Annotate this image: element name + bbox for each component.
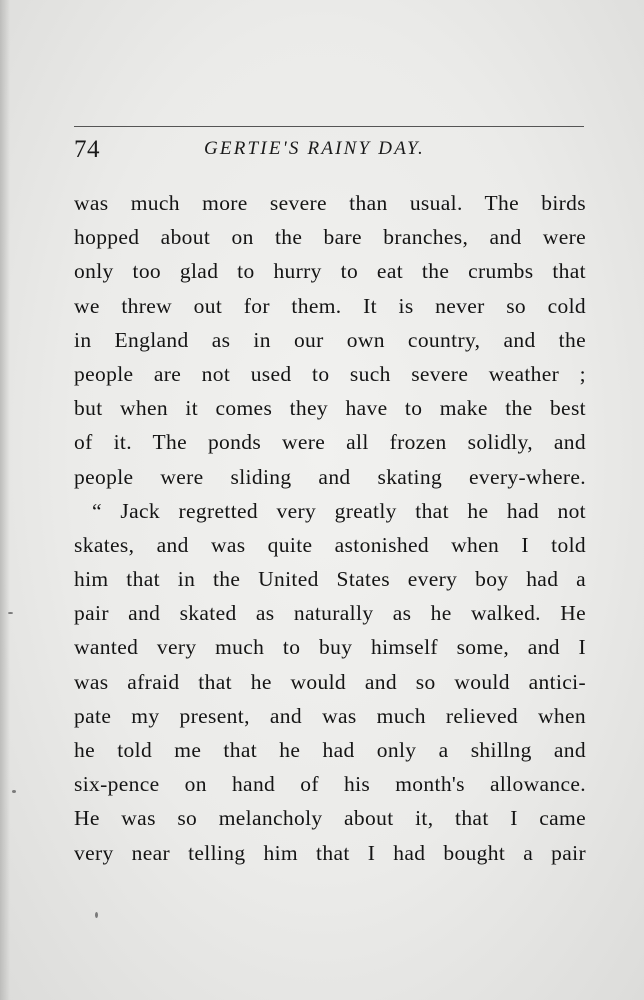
text-line: He was so melancholy about it, that I came (74, 806, 586, 831)
text-line: pair and skated as naturally as he walked. He (74, 601, 586, 626)
text-line: of it. The ponds were all frozen solidly, and (74, 430, 586, 455)
text-line: pate my present, and was much relieved when (74, 703, 586, 728)
text-line: very near telling him that I had bought a pair (74, 840, 586, 865)
header-rule (74, 126, 584, 127)
text-line: people were sliding and skating every-where. (74, 464, 586, 489)
running-head (74, 126, 584, 170)
text-line: was afraid that he would and so would antici- (74, 669, 586, 694)
text-line: six-pence on hand of his month's allowance. (74, 772, 586, 797)
text-line: only too glad to hurry to eat the crumbs that (74, 259, 586, 284)
paper-speck (12, 790, 16, 793)
text-line: skates, and was quite astonished when I told (74, 532, 586, 557)
body-text (74, 186, 586, 870)
page-number: 74 (74, 136, 100, 163)
text-line: hopped about on the bare branches, and were (74, 225, 586, 250)
text-line: we threw out for them. It is never so cold (74, 293, 586, 318)
paper-speck (8, 612, 13, 614)
text-line-paragraph-start: “ Jack regretted very greatly that he had not (92, 498, 586, 523)
running-title: GERTIE'S RAINY DAY. (204, 138, 425, 159)
text-line: him that in the United States every boy had a (74, 567, 586, 592)
text-line: people are not used to such severe weather ; (74, 361, 586, 386)
page-edge-shadow (0, 0, 10, 1000)
text-line: but when it comes they have to make the best (74, 396, 586, 421)
text-line: wanted very much to buy himself some, and I (74, 635, 586, 660)
text-line: was much more severe than usual. The birds (74, 191, 586, 215)
text-line: he told me that he had only a shillng and (74, 738, 586, 762)
paper-speck (95, 912, 98, 918)
text-line: in England as in our own country, and the (74, 327, 586, 352)
